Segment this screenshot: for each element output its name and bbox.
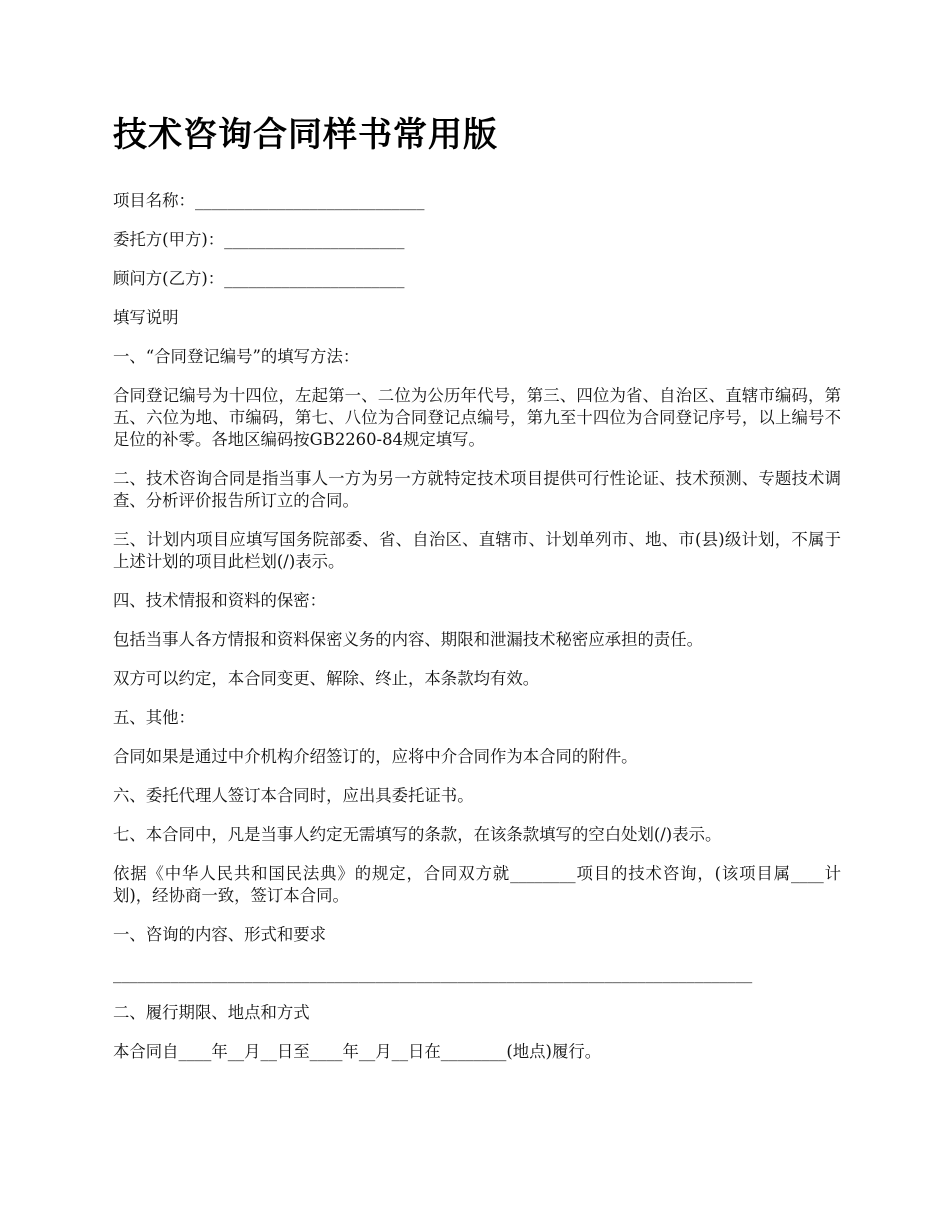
instructions-heading: 填写说明 xyxy=(113,308,179,327)
section-1-heading: 一、咨询的内容、形式和要求 xyxy=(113,925,327,944)
instruction-3-text: 三、计划内项目应填写国务院部委、省、自治区、直辖市、计划单列市、地、市(县)级计划，不属于上述计划的项目此栏划(/)表示。 xyxy=(113,530,841,571)
consultant-party-field: 顾问方(乙方)：______________________ xyxy=(113,269,405,288)
instruction-5-text: 合同如果是通过中介机构介绍签订的，应将中介合同作为本合同的附件。 xyxy=(113,747,638,766)
instruction-6-text: 六、委托代理人签订本合同时，应出具委托证书。 xyxy=(113,786,474,805)
instruction-1-heading: 一、“合同登记编号”的填写方法： xyxy=(113,347,360,366)
instruction-5-heading: 五、其他： xyxy=(113,708,195,727)
document-page xyxy=(113,110,841,1080)
document-title: 技术咨询合同样书常用版 xyxy=(113,115,498,155)
instruction-4-heading: 四、技术情报和资料的保密： xyxy=(113,591,327,610)
section-1-blank-line: ______________________________________________________________________________ xyxy=(113,964,753,983)
instruction-4-text: 包括当事人各方情报和资料保密义务的内容、期限和泄漏技术秘密应承担的责任。 xyxy=(113,630,704,649)
instruction-7-text: 七、本合同中，凡是当事人约定无需填写的条款，在该条款填写的空白处划(/)表示。 xyxy=(113,825,722,844)
instruction-4-validity: 双方可以约定，本合同变更、解除、终止，本条款均有效。 xyxy=(113,669,540,688)
instruction-1-text: 合同登记编号为十四位，左起第一、二位为公历年代号，第三、四位为省、自治区、直辖市编码，第五、六位为地、市编码，第七、八位为合同登记点编号，第九至十四位为合同登记序号，以上编号不足位的补零。各地区编码按GB2260-84规定填写。 xyxy=(113,386,841,449)
section-2-text: 本合同自____年__月__日至____年__月__日在________(地点)履行。 xyxy=(113,1042,602,1061)
client-party-field: 委托方(甲方)：______________________ xyxy=(113,230,405,249)
contract-preamble: 依据《中华人民共和国民法典》的规定，合同双方就________项目的技术咨询，(该项目属____计划)，经协商一致，签订本合同。 xyxy=(113,864,841,905)
project-name-field: 项目名称：____________________________ xyxy=(113,191,425,210)
instruction-2-text: 二、技术咨询合同是指当事人一方为另一方就特定技术项目提供可行性论证、技术预测、专题技术调查、分析评价报告所订立的合同。 xyxy=(113,469,841,510)
section-2-heading: 二、履行期限、地点和方式 xyxy=(113,1003,310,1022)
